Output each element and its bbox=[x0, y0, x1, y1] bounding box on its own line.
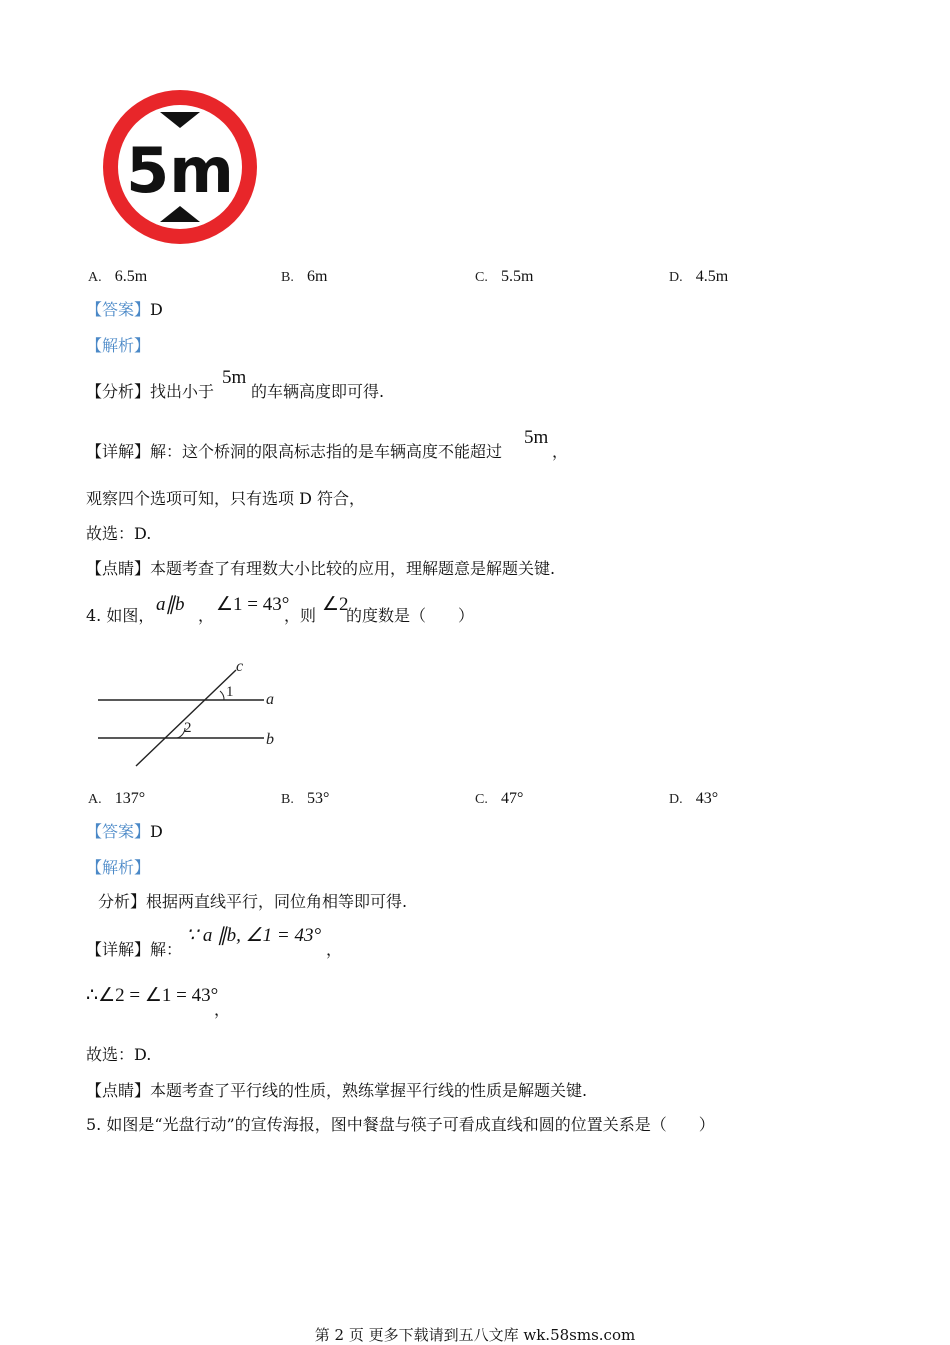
page-footer: 第 2 页 更多下载请到五八文库 wk.58sms.com bbox=[314, 1326, 636, 1344]
q4-stem-pre: 4. 如图， bbox=[86, 606, 155, 625]
q3-xiangjie-post: ， bbox=[552, 442, 569, 461]
parallel-lines-figure bbox=[96, 656, 286, 772]
q3-guxuan: 故选：D. bbox=[86, 524, 152, 543]
q4-guxuan: 故选：D. bbox=[86, 1045, 152, 1064]
q4-answer: 【答案】D bbox=[86, 822, 163, 841]
label-2: 2 bbox=[184, 720, 192, 736]
q4-stem-sep: ， bbox=[198, 606, 215, 625]
q4-xiangjie-math: ∵ a ∥b, ∠1 = 43° bbox=[186, 925, 322, 946]
q4-dianjing: 【点睛】本题考查了平行线的性质，熟练掌握平行线的性质是解题关键. bbox=[86, 1081, 588, 1100]
q3-option-a: A. 6.5m bbox=[88, 268, 148, 285]
q3-analysis-label: 【解析】 bbox=[86, 336, 151, 355]
height-limit-sign bbox=[100, 88, 262, 248]
q3-fenxi: 【分析】找出小于 bbox=[86, 382, 215, 401]
sign-text: 5m bbox=[126, 134, 234, 207]
q3-observe: 观察四个选项可知，只有选项 D 符合， bbox=[86, 489, 366, 508]
q4-xiangjie-post: ， bbox=[326, 940, 343, 959]
q3-xiangjie-math: 5m bbox=[524, 427, 549, 448]
line-c bbox=[136, 670, 236, 766]
label-c: c bbox=[236, 658, 244, 675]
q4-option-d: D. 43° bbox=[669, 790, 719, 807]
q4-stem-math2: ∠1 = 43° bbox=[216, 594, 290, 615]
q4-stem-mid: ，则 bbox=[284, 606, 317, 625]
angle-1-arc bbox=[220, 691, 224, 700]
q3-option-d: D. 4.5m bbox=[669, 268, 729, 285]
label-b: b bbox=[266, 731, 274, 748]
q3-answer: 【答案】D bbox=[86, 300, 163, 319]
q3-fenxi-post: 的车辆高度即可得. bbox=[251, 382, 385, 401]
q4-therefore-math: ∴∠2 = ∠1 = 43° bbox=[86, 985, 219, 1006]
q4-option-a: A. 137° bbox=[88, 790, 146, 807]
q4-stem-post: 的度数是（ ） bbox=[346, 606, 475, 625]
q4-stem-math3: ∠2 bbox=[322, 594, 349, 615]
label-1: 1 bbox=[226, 684, 234, 700]
q3-xiangjie: 【详解】解：这个桥洞的限高标志指的是车辆高度不能超过 bbox=[86, 442, 503, 461]
q3-option-b: B. 6m bbox=[281, 268, 328, 285]
q3-option-c: C. 5.5m bbox=[475, 268, 534, 285]
q4-option-c: C. 47° bbox=[475, 790, 524, 807]
q3-fenxi-math: 5m bbox=[222, 367, 247, 388]
q4-analysis-label: 【解析】 bbox=[86, 858, 151, 877]
q4-xiangjie: 【详解】解： bbox=[86, 940, 183, 959]
q4-fenxi: 分析】根据两直线平行，同位角相等即可得. bbox=[98, 892, 408, 911]
q4-therefore-post: ， bbox=[214, 1000, 231, 1019]
label-a: a bbox=[266, 691, 274, 708]
q4-stem-math1: a∥b bbox=[156, 594, 185, 615]
q5-stem: 5. 如图是“光盘行动”的宣传海报，图中餐盘与筷子可看成直线和圆的位置关系是（ ） bbox=[86, 1115, 715, 1134]
q3-dianjing: 【点睛】本题考查了有理数大小比较的应用，理解题意是解题关键. bbox=[86, 559, 556, 578]
q4-option-b: B. 53° bbox=[281, 790, 330, 807]
